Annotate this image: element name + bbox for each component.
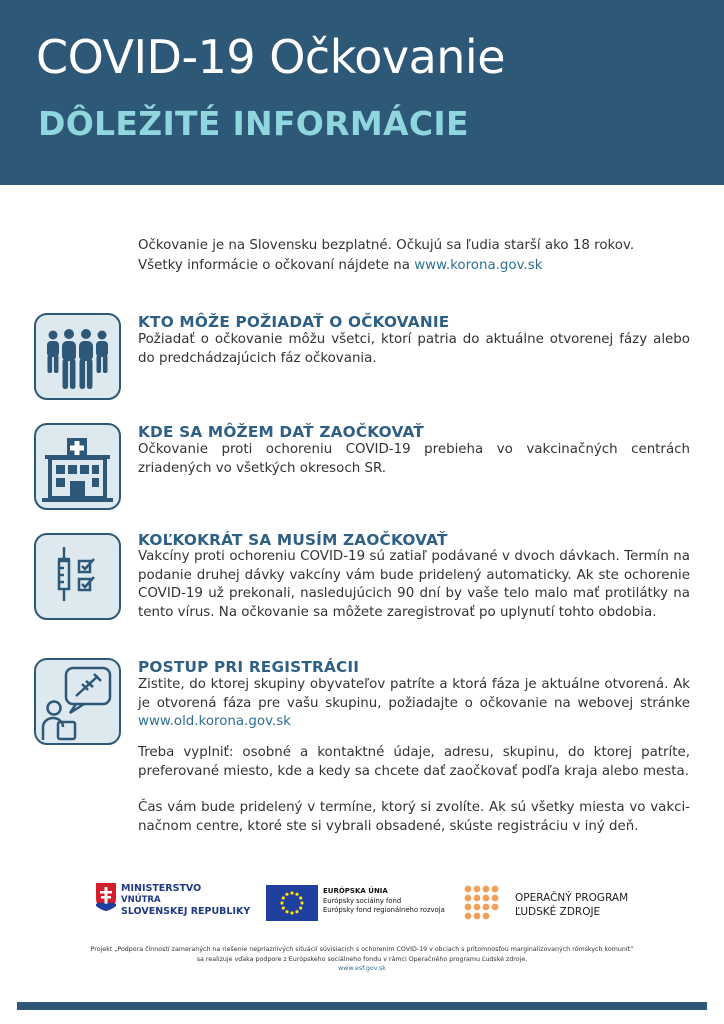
ministry-name: VNÚTRA <box>121 894 161 905</box>
intro-paragraph <box>138 236 698 276</box>
ministry-name: MINISTERSTVO <box>121 883 202 894</box>
section-title: KDE SA MÔŽEM DAŤ ZAOČKOVAŤ <box>138 423 424 441</box>
section-text: Požiadať o očkovanie môžu všetci, ktorí patria do aktuálne otvorenej fázy alebo do predchádzajúcich fáz očkovania. <box>138 332 690 366</box>
ministry-logo <box>95 880 255 930</box>
page-title: COVID-19 Očkovanie <box>36 30 506 84</box>
korona-link[interactable]: www.korona.gov.sk <box>414 258 543 273</box>
project-footnote <box>20 945 704 974</box>
bottom-bar <box>17 1002 707 1010</box>
slovak-coat-of-arms-icon <box>95 882 117 912</box>
eu-label: EURÓPSKA ÚNIA <box>323 887 388 895</box>
registration-text: Zistite, do ktorej skupiny obyvateľov patríte a ktorá fáza je aktuálne otvorená. Ak je otvorená fáza pre vašu skupinu, požiadajte o očkovanie na webovej stránke <box>138 677 690 711</box>
footnote-line: Projekt „Podpora činností zameraných na riešenie nepriaznivých situácií súvisiacich s ochorením COVID-19 v obciach s prítomnosťou marginalizovaných rómskych komunít“ <box>90 946 634 953</box>
intro-line-link <box>138 256 698 276</box>
intro-line: Očkovanie je na Slovensku bezplatné. Očkujú sa ľudia starší ako 18 rokov. <box>138 238 635 253</box>
eu-fund: Európsky fond regionálneho rozvoja <box>323 906 445 914</box>
people-group-icon <box>34 313 121 400</box>
intro-prefix: Všetky informácie o očkovaní nájdete na <box>138 258 415 273</box>
eu-fund: Európsky sociálny fond <box>323 896 402 905</box>
section-text: Treba vyplniť: osobné a kontaktné údaje, adresu, skupinu, do ktorej patríte, preferované miesto, kde a kedy sa chcete dať zaočkovať podľa kraja alebo mesta. <box>138 745 690 779</box>
section-text: Vakcíny proti ochoreniu COVID-19 sú zatiaľ podávané v dvoch dávkach. Termín na podanie druhej dávky vakcíny vám bude pridelený automaticky. Ak ste ochorenie COVID-19 už prekonali, nasledujúcich 90 dní by vaše telo malo mať protilátky na tento vírus. Na očkovanie sa môžete zaregistrovať po uplynutí tohto obdobia. <box>138 549 690 620</box>
header-banner <box>0 0 724 185</box>
old-korona-link[interactable]: www.old.korona.gov.sk <box>138 714 291 729</box>
section-title: POSTUP PRI REGISTRÁCII <box>138 658 360 676</box>
eu-logo <box>266 885 446 925</box>
footnote-line: sa realizuje vďaka podpore z Európskeho sociálneho fondu v rámci Operačného programu Ľudské zdroje. <box>196 955 528 963</box>
person-syringe-bubble-icon <box>34 658 121 745</box>
ministry-name: SLOVENSKEJ REPUBLIKY <box>121 906 251 917</box>
page-subtitle: DÔLEŽITÉ INFORMÁCIE <box>38 104 469 143</box>
esf-link[interactable]: www.esf.gov.sk <box>338 965 386 972</box>
op-name: OPERAČNÝ PROGRAM <box>515 892 629 904</box>
eu-flag-icon <box>266 885 318 921</box>
section-title: KTO MÔŽE POŽIADAŤ O OČKOVANIE <box>138 313 450 331</box>
section-text <box>138 676 690 732</box>
op-name: ĽUDSKÉ ZDROJE <box>515 906 601 918</box>
hospital-icon <box>34 423 121 510</box>
section-text: Očkovanie proti ochoreniu COVID-19 prebieha vo vakcinačných centrách zriadených vo všetkých okresoch SR. <box>138 442 690 476</box>
syringe-checklist-icon <box>34 533 121 620</box>
operational-program-logo <box>463 885 643 925</box>
section-title: KOĽKOKRÁT SA MUSÍM ZAOČKOVAŤ <box>138 531 448 549</box>
section-text: Čas vám bude pridelený v termíne, ktorý si zvolíte. Ak sú všetky miesta vo vakci-načnom centre, ktoré ste si vybrali obsadené, skúste registráciu v iný deň. <box>138 800 690 834</box>
op-dots-icon <box>463 885 503 921</box>
